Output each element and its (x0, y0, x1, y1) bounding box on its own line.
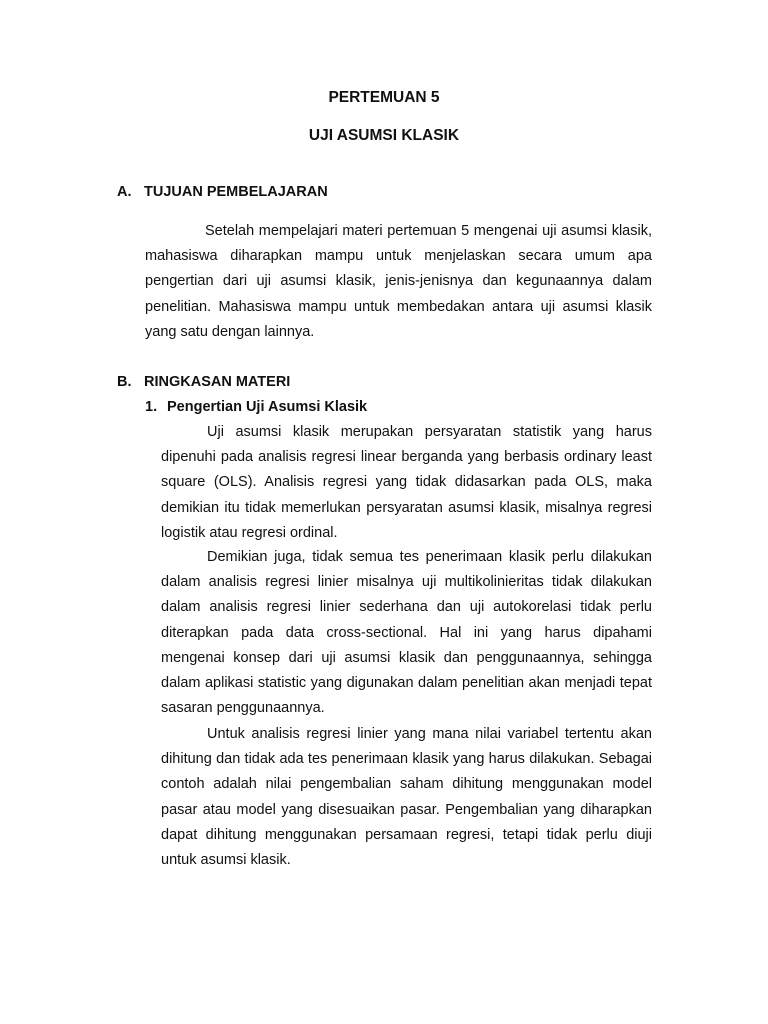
subsection-1-title: Pengertian Uji Asumsi Klasik (167, 399, 368, 415)
subsection-1-paragraph-3: Untuk analisis regresi linier yang mana nilai variabel tertentu akan dihitung dan tidak ada tes penerimaan klasik yang harus dilakukan. Sebagai contoh adalah nilai pengembalian saham dihitung menggunakan model pasar atau model yang disesuaikan pasar. Pengembalian yang diharapkan dapat dihitung menggunakan persamaan regresi, tetapi tidak perlu diuji untuk asumsi klasik. (161, 726, 652, 869)
section-a-letter: A. (117, 184, 132, 200)
subsection-1-number: 1. (145, 399, 158, 415)
section-a-paragraph: Setelah mempelajari materi pertemuan 5 mengenai uji asumsi klasik, mahasiswa diharapkan mampu untuk menjelaskan secara umum apa pengertian dari uji asumsi klasik, jenis-jenisnya dan kegunaannya dalam penelitian. Mahasiswa mampu untuk membedakan antara uji asumsi klasik yang satu dengan lainnya. (145, 223, 652, 340)
section-b-letter: B. (117, 374, 132, 390)
section-a-title: TUJUAN PEMBELAJARAN (144, 184, 328, 200)
section-a-heading (117, 184, 328, 200)
section-b-heading (117, 374, 290, 390)
document-title: PERTEMUAN 5 (328, 89, 440, 106)
section-b-title: RINGKASAN MATERI (144, 374, 291, 390)
subsection-1-heading (145, 399, 367, 415)
subsection-1-paragraph-1: Uji asumsi klasik merupakan persyaratan statistik yang harus dipenuhi pada analisis regresi linear berganda yang berbasis ordinary least square (OLS). Analisis regresi yang tidak didasarkan pada OLS, maka demikian itu tidak memerlukan persyaratan asumsi klasik, misalnya regresi logistik atau regresi ordinal. (161, 424, 652, 541)
subsection-1-paragraph-2: Demikian juga, tidak semua tes penerimaan klasik perlu dilakukan dalam analisis regresi linier misalnya uji multikolinieritas tidak dilakukan dalam analisis regresi linier sederhana dan uji autokorelasi tidak perlu diterapkan pada data cross-sectional. Hal ini yang harus dipahami mengenai konsep dari uji asumsi klasik dan penggunaannya, sehingga dalam aplikasi statistic yang digunakan dalam penelitian akan menjadi tepat sasaran penggunaannya. (161, 549, 652, 717)
document-subtitle: UJI ASUMSI KLASIK (308, 127, 460, 144)
